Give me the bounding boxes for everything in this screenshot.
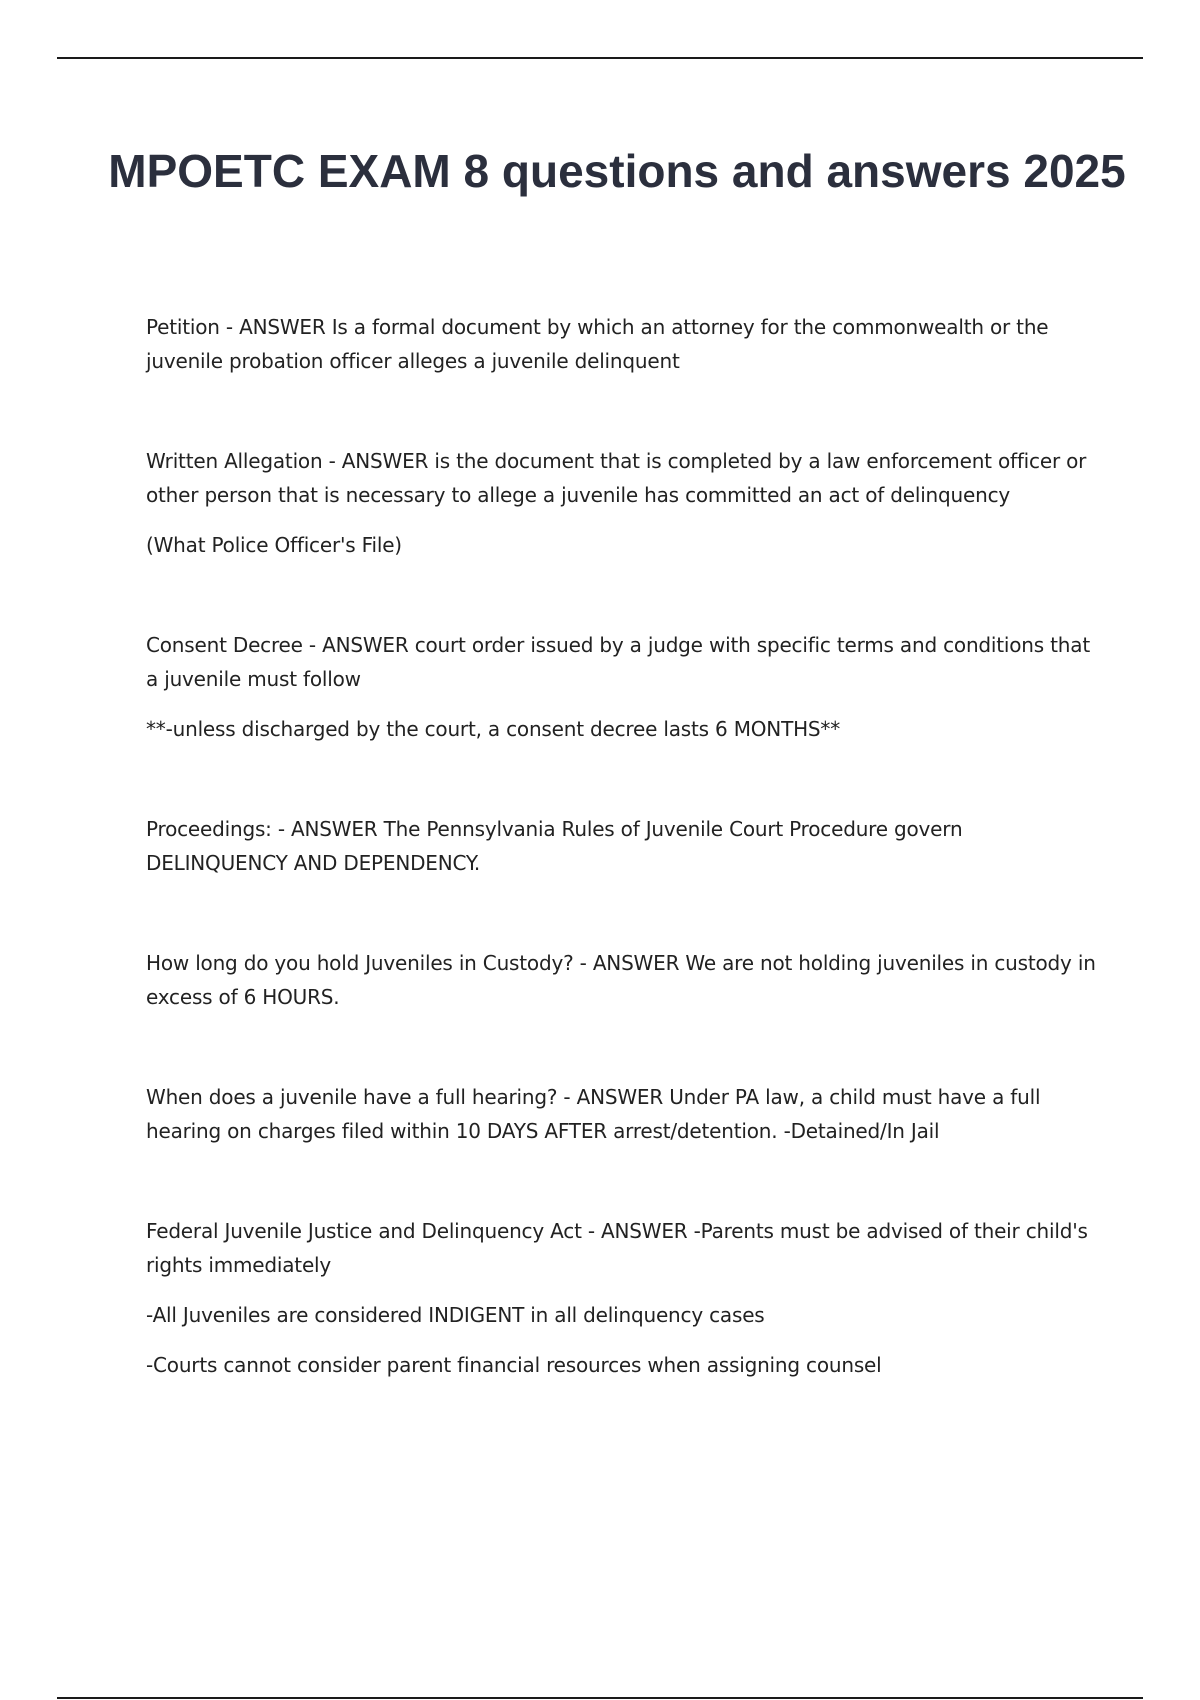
qa-paragraph: Written Allegation - ANSWER is the document that is completed by a law enforcement officer or other person that is necessary to allege a juvenile has committed an act of delinquency	[146, 449, 1087, 507]
qa-entry-full-hearing	[146, 1080, 1096, 1148]
document-title: MPOETC EXAM 8 questions and answers 2025	[108, 145, 1126, 197]
document-body	[146, 310, 1096, 1382]
qa-note: -All Juveniles are considered INDIGENT in all delinquency cases	[146, 1303, 765, 1327]
qa-entry-federal-act	[146, 1214, 1096, 1382]
top-divider	[57, 57, 1143, 59]
qa-paragraph: Petition - ANSWER Is a formal document by which an attorney for the commonwealth or the juvenile probation officer alleges a juvenile delinquent	[146, 315, 1049, 373]
qa-paragraph: Consent Decree - ANSWER court order issued by a judge with specific terms and conditions that a juvenile must follow	[146, 633, 1090, 691]
bottom-divider	[57, 1697, 1143, 1699]
qa-paragraph: How long do you hold Juveniles in Custody? - ANSWER We are not holding juveniles in custody in excess of 6 HOURS.	[146, 951, 1096, 1009]
qa-note: **-unless discharged by the court, a consent decree lasts 6 MONTHS**	[146, 717, 841, 741]
qa-entry-custody	[146, 946, 1096, 1014]
qa-note: (What Police Officer's File)	[146, 533, 402, 557]
qa-entry-consent-decree	[146, 628, 1096, 746]
qa-entry-petition	[146, 310, 1096, 378]
qa-paragraph: Federal Juvenile Justice and Delinquency Act - ANSWER -Parents must be advised of their child's rights immediately	[146, 1219, 1088, 1277]
qa-paragraph: Proceedings: - ANSWER The Pennsylvania Rules of Juvenile Court Procedure govern DELINQUENCY AND DEPENDENCY.	[146, 817, 963, 875]
qa-entry-written-allegation	[146, 444, 1096, 562]
qa-entry-proceedings	[146, 812, 1096, 880]
qa-note: -Courts cannot consider parent financial resources when assigning counsel	[146, 1353, 882, 1377]
qa-paragraph: When does a juvenile have a full hearing? - ANSWER Under PA law, a child must have a full hearing on charges filed within 10 DAYS AFTER arrest/detention. -Detained/In Jail	[146, 1085, 1041, 1143]
